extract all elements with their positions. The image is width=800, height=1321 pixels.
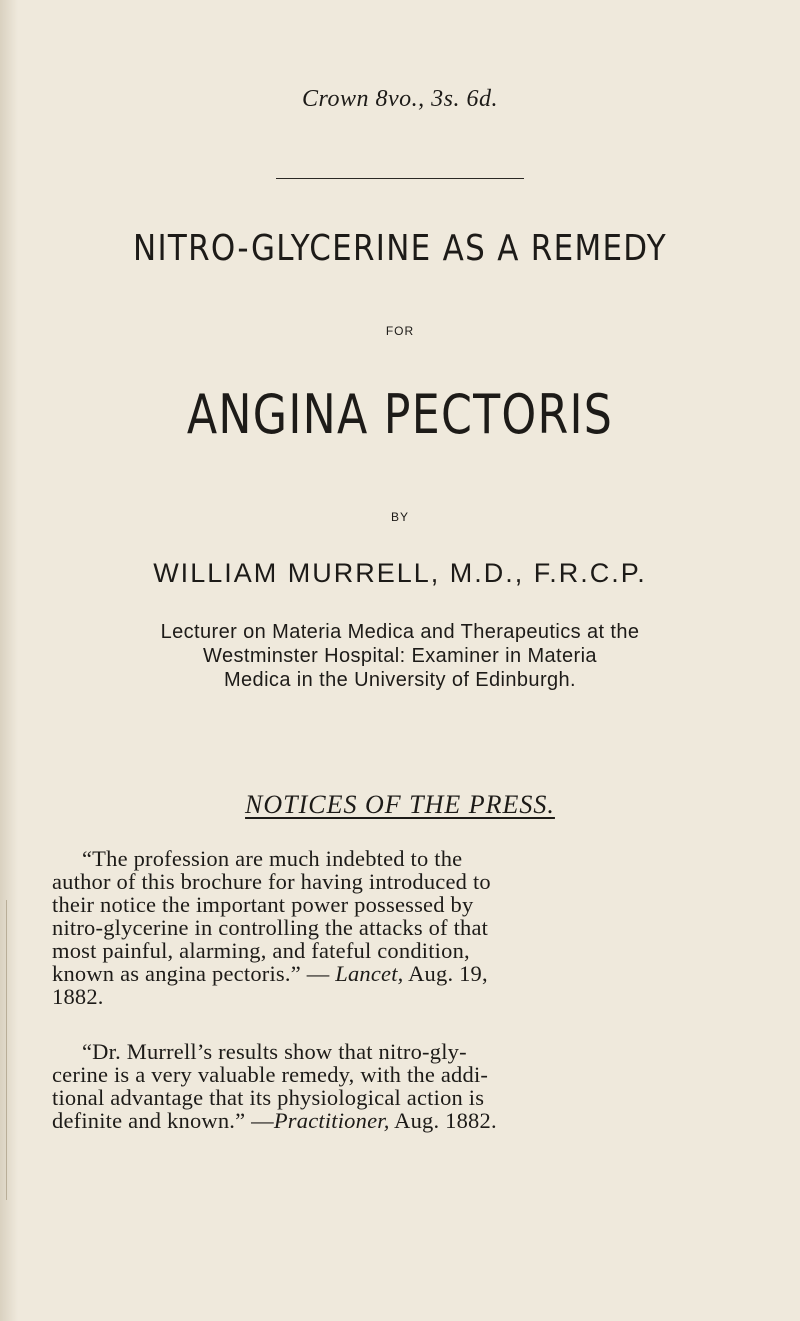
author-credentials (60, 620, 740, 692)
quote-year: 1882. (52, 984, 104, 1009)
author-name: WILLIAM MURRELL, M.D., F.R.C.P. (153, 558, 647, 588)
page-edge-mark (6, 900, 7, 1200)
quote-date: Aug. 19, (408, 961, 488, 986)
quote-line: “The profession are much indebted to the (82, 846, 463, 871)
credentials-line: Westminster Hospital: Examiner in Materia (203, 645, 597, 667)
quote-line: cerine is a very valuable remedy, with the addi- (52, 1062, 489, 1087)
quote-last-line (52, 962, 732, 985)
quote-line: definite and known.” — (52, 1108, 274, 1133)
quote-line: “Dr. Murrell’s results show that nitro-gly- (82, 1039, 467, 1064)
title-connector-by: BY (390, 510, 409, 524)
notices-heading-text: NOTICES OF THE PRESS. (245, 790, 555, 819)
price-line: Crown 8vo., 3s. 6d. (302, 86, 498, 112)
book-title: NITRO-GLYCERINE AS A REMEDY (133, 228, 667, 269)
credentials-line: Lecturer on Materia Medica and Therapeutics at the (160, 621, 640, 643)
quote-line: most painful, alarming, and fateful condition, (52, 938, 470, 963)
quote-date: Aug. 1882. (394, 1108, 497, 1133)
quote-line: author of this brochure for having introduced to (52, 869, 491, 894)
quote-line: their notice the important power possessed by (52, 892, 474, 917)
header-rule (276, 178, 524, 179)
press-quote-lancet (52, 847, 732, 1008)
quote-source: Practitioner, (273, 1108, 390, 1133)
page-edge-shadow (0, 0, 18, 1321)
title-connector-for: FOR (385, 324, 415, 338)
press-quote-practitioner (52, 1040, 732, 1132)
quote-line: tional advantage that its physiological action is (52, 1085, 485, 1110)
quote-source: Lancet, (335, 961, 404, 986)
quote-line: known as angina pectoris.” — (52, 961, 330, 986)
credentials-line: Medica in the University of Edinburgh. (223, 669, 577, 691)
notices-heading (0, 790, 800, 820)
quote-last-line (52, 1109, 732, 1132)
quote-line: nitro-glycerine in controlling the attacks of that (52, 915, 489, 940)
book-subject: ANGINA PECTORIS (186, 383, 614, 446)
